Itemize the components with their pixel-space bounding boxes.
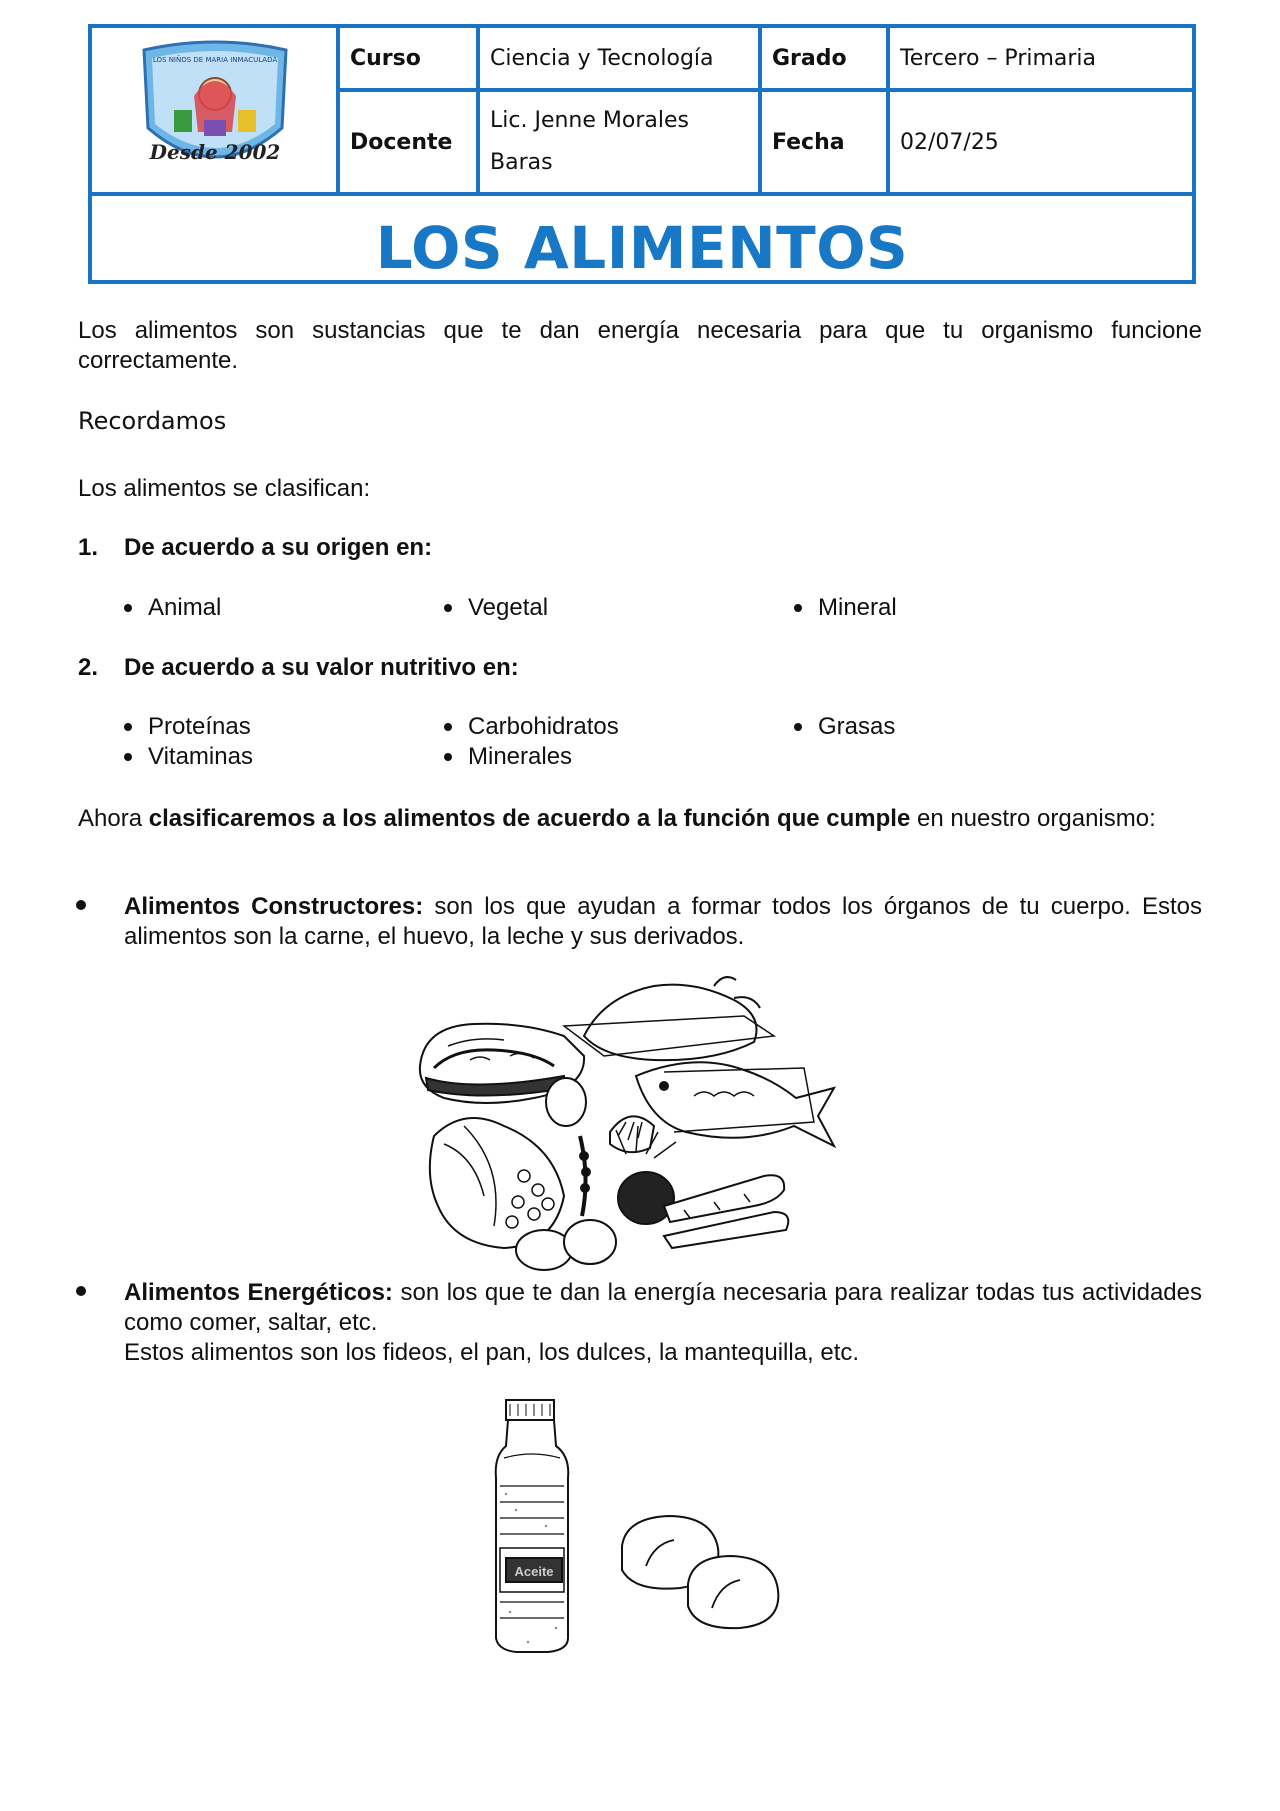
- ahora-bold: clasificaremos a los alimentos de acuerdo a la función que cumple: [148, 805, 911, 832]
- docente-label: Docente: [350, 129, 453, 155]
- bullet-dot-icon: [794, 604, 802, 612]
- page-title: LOS ALIMENTOS: [375, 214, 909, 282]
- constructores-paragraph: [124, 892, 1202, 952]
- origin-item: [794, 592, 897, 624]
- intro-paragraph: Los alimentos son sustancias que te dan energía necesaria para que tu organismo funcione correctamente.: [78, 317, 1202, 374]
- bullet-dot-icon: [124, 723, 132, 731]
- ahora-pre: Ahora: [78, 805, 143, 832]
- oil-bottle-and-bread-illustration: [476, 1398, 816, 1658]
- section-1-heading: De acuerdo a su origen en:: [124, 534, 433, 561]
- bullet-dot-icon: [444, 753, 452, 761]
- nutrient-item: [794, 712, 895, 742]
- nutrient-item-label: Grasas: [818, 713, 896, 740]
- section-1-number: 1.: [78, 534, 99, 561]
- bullet-dot-icon: [124, 604, 132, 612]
- bullet-dot-icon: [76, 1286, 86, 1296]
- nutrient-item: [444, 712, 619, 742]
- fecha-label: Fecha: [772, 129, 845, 155]
- origin-item: [444, 592, 548, 624]
- ahora-post: en nuestro organismo:: [916, 805, 1156, 832]
- bullet-dot-icon: [124, 753, 132, 761]
- header-table: [88, 24, 1196, 284]
- constructores-term: Alimentos Constructores:: [124, 893, 424, 920]
- origin-item-label: Vegetal: [468, 594, 549, 621]
- clasifican-text: Los alimentos se clasifican:: [78, 475, 371, 502]
- logo-caption: Desde 2002: [149, 140, 281, 164]
- svg-text:LOS NIÑOS DE MARIA INMACULADA: LOS NIÑOS DE MARIA INMACULADA: [152, 56, 278, 64]
- grado-label: Grado: [772, 45, 847, 71]
- fecha-value: 02/07/25: [900, 129, 999, 155]
- curso-label: Curso: [350, 45, 421, 71]
- nutrient-item: [124, 712, 251, 742]
- origin-item-label: Animal: [148, 594, 222, 621]
- bullet-dot-icon: [76, 900, 86, 910]
- nutrient-item: [444, 742, 572, 772]
- nutrient-item-label: Minerales: [468, 743, 573, 770]
- energeticos-term: Alimentos Energéticos:: [124, 1279, 393, 1306]
- docente-line-2: Baras: [490, 150, 553, 175]
- nutrient-item-label: Carbohidratos: [468, 713, 619, 740]
- ahora-paragraph: [78, 804, 1202, 834]
- origin-item-label: Mineral: [818, 594, 897, 621]
- nutrient-item-label: Vitaminas: [148, 743, 253, 770]
- energeticos-examples: Estos alimentos son los fideos, el pan, los dulces, la mantequilla, etc.: [124, 1339, 860, 1366]
- constructores-text: son los que ayudan a formar todos los órganos de tu cuerpo. Estos alimentos son la carne, el huevo, la leche y sus derivados.: [124, 893, 1203, 950]
- bottle-label: Aceite: [514, 1564, 554, 1579]
- origin-item: [124, 592, 221, 624]
- recordamos-heading: Recordamos: [78, 407, 227, 435]
- bullet-dot-icon: [794, 723, 802, 731]
- docente-value: [490, 100, 689, 184]
- nutrient-item-label: Proteínas: [148, 713, 251, 740]
- bullet-dot-icon: [444, 604, 452, 612]
- energeticos-text: son los que te dan la energía necesaria para realizar todas tus actividades como comer, saltar, etc.: [124, 1279, 1203, 1336]
- curso-value: Ciencia y Tecnología: [490, 45, 714, 71]
- energeticos-paragraph: [124, 1278, 1202, 1338]
- section-2-heading: De acuerdo a su valor nutritivo en:: [124, 654, 519, 681]
- section-2-number: 2.: [78, 654, 99, 681]
- grado-value: Tercero – Primaria: [900, 45, 1097, 71]
- bullet-dot-icon: [444, 723, 452, 731]
- protein-foods-illustration: [414, 976, 864, 1276]
- school-logo: [122, 36, 308, 186]
- nutrient-item: [124, 742, 253, 772]
- docente-line-1: Lic. Jenne Morales: [490, 108, 689, 133]
